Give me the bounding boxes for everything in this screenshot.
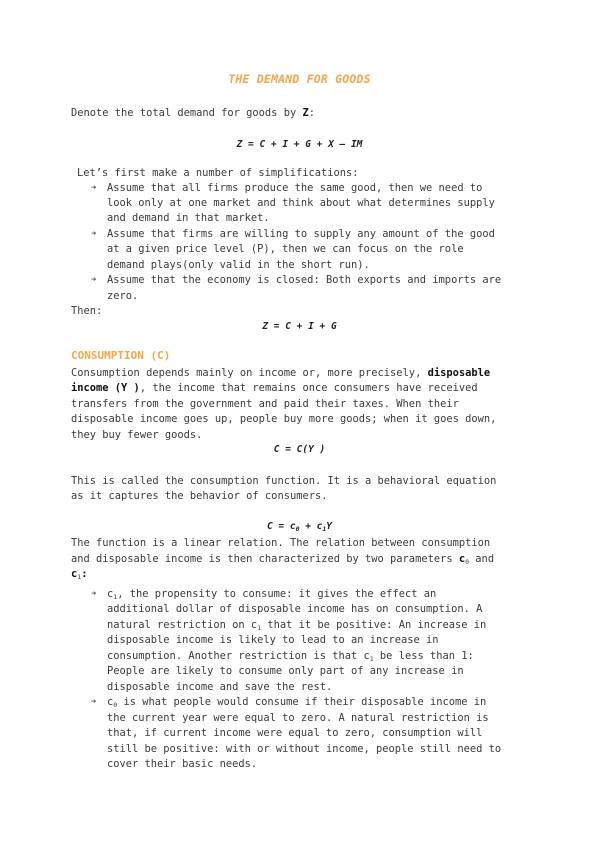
consumption-bold: disposable xyxy=(427,367,491,379)
c0-line-3: that, if current income were equal to zero, consumption will xyxy=(107,727,483,739)
formula-part: + c xyxy=(299,521,323,532)
formula-closed-economy: Z = C + I + G xyxy=(262,321,337,332)
param-subscript: 1 xyxy=(257,624,262,632)
arrow-bullet-icon: ➔ xyxy=(91,697,97,707)
c1-text: , the propensity to consume: it gives the effect an xyxy=(117,588,437,600)
behavioral-line-2: as it captures the behavior of consumers. xyxy=(71,490,328,502)
c0-line-2: the current year were equal to zero. A natural restriction is xyxy=(107,712,489,724)
param-c1-label: c xyxy=(71,568,78,580)
simplification-1-line-3: and demand in that market. xyxy=(107,212,270,224)
arrow-bullet-icon: ➔ xyxy=(91,275,97,285)
c1-text: be less than 1: xyxy=(373,650,474,662)
c1-line-6: People are likely to consume only part of any increase in xyxy=(107,665,464,677)
linear-line-1: The function is a linear relation. The relation between consumption xyxy=(71,537,491,549)
c1-text: that it be positive: An increase in xyxy=(261,619,487,631)
formula-linear-consumption xyxy=(0,521,599,532)
linear-line-2 xyxy=(71,552,494,569)
formula-part: Y xyxy=(326,521,333,532)
formula-subscript: 1 xyxy=(322,525,327,533)
intro-var: Z xyxy=(302,107,309,119)
simplification-1-line-1: Assume that all firms produce the same good, then we need to xyxy=(107,182,483,194)
simplification-2-line-1: Assume that firms are willing to supply any amount of the good xyxy=(107,228,495,240)
consumption-line-3: transfers from the government and paid their taxes. When their xyxy=(71,398,459,410)
linear-colon: : xyxy=(81,568,88,580)
intro-colon: : xyxy=(308,107,315,119)
simplification-2-line-3: demand plays(only valid in the short run). xyxy=(107,259,370,271)
simplifications-intro: Let’s first make a number of simplifications: xyxy=(77,167,359,179)
section-heading-consumption: CONSUMPTION (C) xyxy=(71,349,171,362)
arrow-bullet-icon: ➔ xyxy=(91,229,97,239)
c0-line-5: cover their basic needs. xyxy=(107,758,258,770)
c1-line-7: disposable income and save the rest. xyxy=(107,681,333,693)
simplification-2-line-2: at a given price level (P), then we can focus on the role xyxy=(107,243,464,255)
consumption-text: , the income that remains once consumers have received xyxy=(139,382,478,394)
c1-text: natural restriction on c xyxy=(107,619,258,631)
formula-total-demand: Z = C + I + G + X – IM xyxy=(236,139,363,150)
param-symbol: c xyxy=(107,588,114,600)
linear-line-3 xyxy=(71,567,87,584)
simplification-3-line-2: zero. xyxy=(107,290,139,302)
param-symbol: c xyxy=(107,696,114,708)
param-subscript: 0 xyxy=(113,701,118,709)
c0-line-1 xyxy=(107,695,486,712)
linear-text: and xyxy=(469,553,495,565)
consumption-line-2 xyxy=(71,381,478,397)
simplification-1-line-2: look only at one market and think about what determines supply xyxy=(107,197,495,209)
formula-subscript: 0 xyxy=(295,525,300,533)
c1-line-2: additional dollar of disposable income has on consumption. A xyxy=(107,603,483,615)
consumption-bold: income (Y ) xyxy=(71,382,140,394)
param-subscript: 1 xyxy=(369,655,374,663)
intro-text: Denote the total demand for goods by xyxy=(71,107,303,119)
intro-line xyxy=(71,106,315,122)
then-label: Then: xyxy=(71,305,103,317)
param-subscript: 0 xyxy=(465,558,470,566)
param-subscript: 1 xyxy=(77,573,82,581)
consumption-line-1 xyxy=(71,366,490,382)
arrow-bullet-icon: ➔ xyxy=(91,589,97,599)
consumption-line-4: disposable income goes up, people buy more goods; when it goes down, xyxy=(71,413,497,425)
param-subscript: 1 xyxy=(113,593,118,601)
c1-line-4: disposable income is likely to lead to an increase in xyxy=(107,634,439,646)
behavioral-line-1: This is called the consumption function. It is a behavioral equation xyxy=(71,475,497,487)
consumption-text: Consumption depends mainly on income or, more precisely, xyxy=(71,367,428,379)
linear-text: and disposable income is then characterized by two parameters xyxy=(71,553,459,565)
c1-text: consumption. Another restriction is that c xyxy=(107,650,370,662)
page-title: THE DEMAND FOR GOODS xyxy=(228,72,371,86)
consumption-line-5: they buy fewer goods. xyxy=(71,429,203,441)
formula-part: C = c xyxy=(266,521,296,532)
param-c0-label: c xyxy=(458,553,466,565)
formula-consumption-function: C = C(Y ) xyxy=(273,444,326,455)
arrow-bullet-icon: ➔ xyxy=(91,183,97,193)
c0-line-4: still be positive: with or without income, people still need to xyxy=(107,743,502,755)
simplification-3-line-1: Assume that the economy is closed: Both exports and imports are xyxy=(107,274,502,286)
c0-text: is what people would consume if their disposable income in xyxy=(117,696,487,708)
